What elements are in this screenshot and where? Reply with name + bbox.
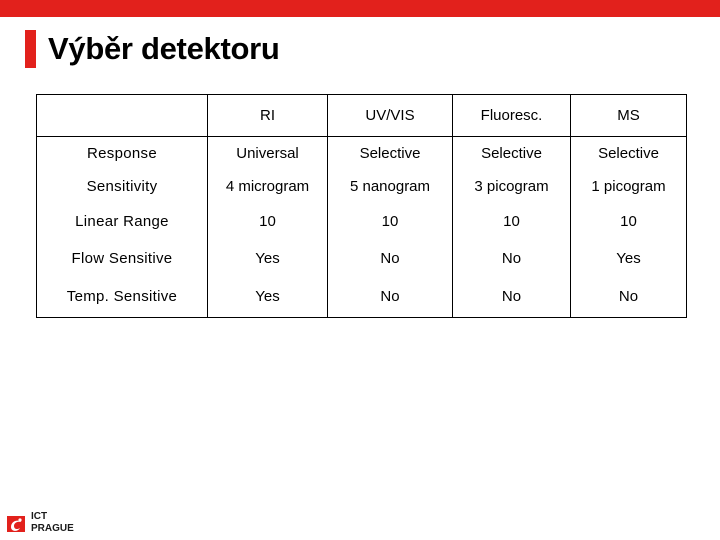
table-cell: No — [571, 277, 687, 318]
table-cell: 1 picogram — [571, 170, 687, 203]
logo-text — [31, 511, 74, 535]
table-cell: Yes — [208, 240, 328, 277]
table-header-cell: UV/VIS — [328, 95, 453, 137]
top-accent-bar — [0, 0, 720, 17]
row-label: Flow Sensitive — [37, 240, 208, 277]
ict-prague-logo — [4, 510, 94, 538]
logo-text-line: PRAGUE — [31, 523, 74, 534]
row-label: Response — [37, 137, 208, 170]
table-cell: 10 — [571, 203, 687, 240]
table-row — [37, 240, 687, 277]
table-cell: Selective — [571, 137, 687, 170]
slide-title: Výběr detektoru — [48, 31, 280, 66]
title-accent-mark — [25, 30, 36, 68]
table-row — [37, 203, 687, 240]
table-row — [37, 277, 687, 318]
detector-comparison-table — [36, 94, 687, 318]
table-cell: 3 picogram — [453, 170, 571, 203]
table-cell: No — [453, 277, 571, 318]
table-header-cell — [37, 95, 208, 137]
table-header-cell: Fluoresc. — [453, 95, 571, 137]
table-cell: 10 — [208, 203, 328, 240]
table-row — [37, 170, 687, 203]
row-label: Temp. Sensitive — [37, 277, 208, 318]
table-cell: 10 — [453, 203, 571, 240]
table-cell: Yes — [208, 277, 328, 318]
table-cell: No — [453, 240, 571, 277]
table-cell: No — [328, 240, 453, 277]
ict-prague-logo-icon — [4, 512, 28, 536]
row-label: Sensitivity — [37, 170, 208, 203]
table-cell: Selective — [453, 137, 571, 170]
table-cell: Yes — [571, 240, 687, 277]
table-cell: 5 nanogram — [328, 170, 453, 203]
table-cell: 4 microgram — [208, 170, 328, 203]
table-cell: 10 — [328, 203, 453, 240]
table-header-row — [37, 95, 687, 137]
table-header-cell: MS — [571, 95, 687, 137]
table-header-cell: RI — [208, 95, 328, 137]
table-cell: No — [328, 277, 453, 318]
row-label: Linear Range — [37, 203, 208, 240]
table-cell: Universal — [208, 137, 328, 170]
logo-text-line: ICT — [31, 511, 48, 522]
table-cell: Selective — [328, 137, 453, 170]
table-row — [37, 137, 687, 170]
